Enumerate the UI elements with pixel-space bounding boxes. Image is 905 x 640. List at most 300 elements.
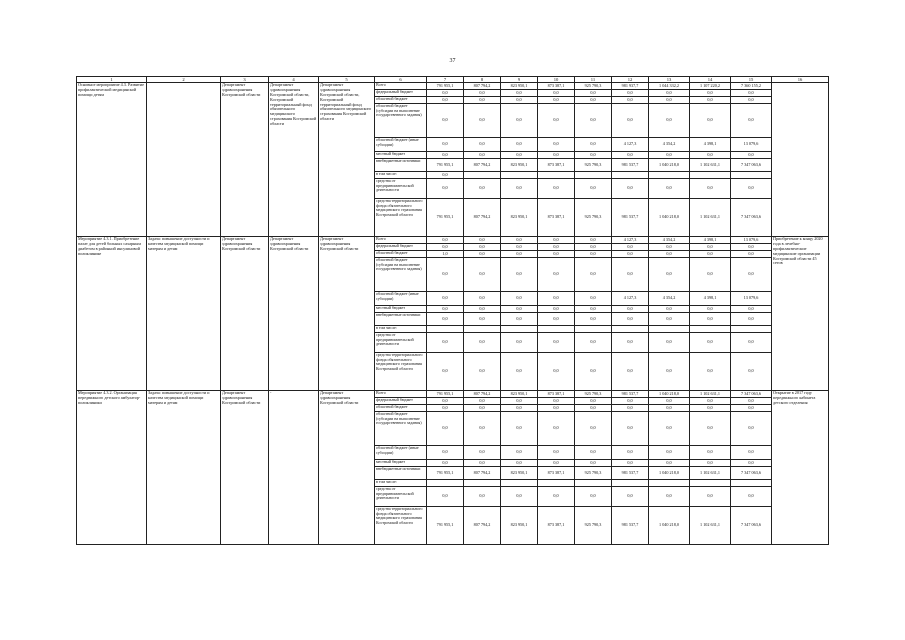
header-cell: 14 — [690, 77, 731, 83]
value-cell: 0,0 — [731, 97, 772, 104]
value-cell: 1,0 — [427, 251, 464, 258]
section-col3: Департамент здравоохранения Костромской области — [221, 391, 269, 545]
value-cell: 0,0 — [690, 306, 731, 313]
value-cell: 0,0 — [649, 412, 690, 446]
value-cell — [464, 172, 501, 179]
section-col1: Мероприятие 4.3.2. Организация передвижного детского амбулатор-поликлиники — [77, 391, 147, 545]
value-cell: 4 398,1 — [690, 292, 731, 306]
value-cell: 981 537,7 — [612, 507, 649, 545]
funding-source: местный бюджет — [375, 460, 427, 467]
header-cell: 3 — [221, 77, 269, 83]
value-cell: 0,0 — [612, 313, 649, 326]
value-cell: 0,0 — [612, 251, 649, 258]
value-cell: 0,0 — [501, 251, 538, 258]
value-cell: 1 044 332,2 — [649, 83, 690, 90]
header-cell: 7 — [427, 77, 464, 83]
value-cell: 0,0 — [612, 353, 649, 391]
value-cell: 0,0 — [649, 90, 690, 97]
value-cell: 0,0 — [427, 97, 464, 104]
value-cell: 0,0 — [649, 251, 690, 258]
value-cell — [501, 172, 538, 179]
value-cell: 823 950,1 — [501, 391, 538, 398]
value-cell: 0,0 — [538, 237, 575, 244]
value-cell: 0,0 — [690, 244, 731, 251]
section-col4: - — [269, 391, 319, 545]
value-cell: 0,0 — [501, 97, 538, 104]
value-cell — [575, 480, 612, 487]
header-cell: 1 — [77, 77, 147, 83]
funding-source: областной бюджет (иные субсидии) — [375, 292, 427, 306]
value-cell: 0,0 — [427, 412, 464, 446]
value-cell: 4 354,2 — [649, 237, 690, 244]
value-cell: 0,0 — [427, 292, 464, 306]
value-cell: 873 387,1 — [538, 83, 575, 90]
value-cell: 0,0 — [427, 138, 464, 152]
value-cell: 0,0 — [575, 138, 612, 152]
value-cell: 0,0 — [612, 446, 649, 460]
value-cell — [690, 326, 731, 333]
section-col2: Задача: повышение доступности и качества медицинской помощи матерям и детям — [147, 391, 221, 545]
header-cell: 12 — [612, 77, 649, 83]
funding-source: областной бюджет — [375, 405, 427, 412]
value-cell: 0,0 — [612, 90, 649, 97]
value-cell: 7 347 063,6 — [731, 507, 772, 545]
value-cell: 0,0 — [501, 460, 538, 467]
value-cell: 925 790,3 — [575, 467, 612, 480]
value-cell: 0,0 — [464, 258, 501, 292]
value-cell: 0,0 — [575, 446, 612, 460]
value-cell: 0,0 — [427, 258, 464, 292]
section-col5: Департамент здравоохранения Костромской области — [319, 391, 375, 545]
value-cell: 0,0 — [538, 244, 575, 251]
value-cell: 981 537,7 — [612, 467, 649, 480]
value-cell: 981 537,7 — [612, 159, 649, 172]
value-cell: 0,0 — [612, 97, 649, 104]
value-cell: 925 790,3 — [575, 507, 612, 545]
value-cell: 0,0 — [731, 412, 772, 446]
value-cell — [538, 172, 575, 179]
value-cell: 0,0 — [690, 398, 731, 405]
value-cell: 0,0 — [575, 412, 612, 446]
budget-table — [76, 76, 829, 545]
section-col3: Департамент здравоохранения Костромской области — [221, 237, 269, 391]
value-cell: 13 079,6 — [731, 292, 772, 306]
value-cell — [464, 326, 501, 333]
value-cell: 0,0 — [538, 313, 575, 326]
value-cell: 0,0 — [501, 258, 538, 292]
value-cell: 823 950,1 — [501, 83, 538, 90]
value-cell — [612, 172, 649, 179]
value-cell — [649, 480, 690, 487]
value-cell: 13 079,6 — [731, 138, 772, 152]
value-cell: 0,0 — [464, 90, 501, 97]
value-cell: 0,0 — [575, 405, 612, 412]
value-cell: 0,0 — [501, 152, 538, 159]
value-cell: 0,0 — [575, 258, 612, 292]
value-cell: 0,0 — [575, 251, 612, 258]
value-cell: 0,0 — [575, 313, 612, 326]
value-cell: 925 790,3 — [575, 83, 612, 90]
value-cell: 0,0 — [690, 333, 731, 353]
value-cell: 0,0 — [464, 405, 501, 412]
value-cell: 0,0 — [464, 446, 501, 460]
funding-source: федеральный бюджет — [375, 398, 427, 405]
value-cell: 0,0 — [427, 460, 464, 467]
funding-source: в том числе: — [375, 326, 427, 333]
value-cell: 0,0 — [731, 487, 772, 507]
value-cell: 0,0 — [731, 251, 772, 258]
section-col4: Департамент здравоохранения Костромской области, Костромской территориальный фонд обязательного медицинского страхования Костромской области — [269, 83, 319, 237]
value-cell: 0,0 — [464, 292, 501, 306]
value-cell: 1 040 218,0 — [649, 507, 690, 545]
value-cell: 0,0 — [464, 398, 501, 405]
value-cell: 0,0 — [538, 104, 575, 138]
value-cell: 791 955,1 — [427, 467, 464, 480]
funding-source: средства от предпринимательской деятельности — [375, 179, 427, 199]
value-cell: 0,0 — [612, 244, 649, 251]
value-cell: 807 794,2 — [464, 83, 501, 90]
value-cell: 0,0 — [538, 258, 575, 292]
value-cell: 1 102 631,1 — [690, 159, 731, 172]
value-cell: 0,0 — [427, 333, 464, 353]
value-cell: 0,0 — [649, 353, 690, 391]
value-cell: 1 040 218,0 — [649, 199, 690, 237]
value-cell: 823 950,1 — [501, 467, 538, 480]
value-cell: 0,0 — [649, 313, 690, 326]
value-cell: 925 790,3 — [575, 391, 612, 398]
value-cell: 13 079,6 — [731, 237, 772, 244]
header-cell: 9 — [501, 77, 538, 83]
section-col4: Департамент здравоохранения Костромской области — [269, 237, 319, 391]
value-cell: 873 387,1 — [538, 507, 575, 545]
header-cell: 15 — [731, 77, 772, 83]
value-cell: 0,0 — [427, 405, 464, 412]
value-cell: 0,0 — [464, 97, 501, 104]
value-cell: 0,0 — [612, 460, 649, 467]
value-cell: 0,0 — [427, 237, 464, 244]
value-cell: 0,0 — [427, 487, 464, 507]
value-cell: 7 347 063,6 — [731, 159, 772, 172]
value-cell: 0,0 — [649, 244, 690, 251]
value-cell: 791 955,1 — [427, 199, 464, 237]
funding-source: в том числе: — [375, 480, 427, 487]
value-cell: 0,0 — [501, 90, 538, 97]
value-cell: 0,0 — [649, 460, 690, 467]
value-cell: 0,0 — [538, 306, 575, 313]
value-cell: 0,0 — [538, 179, 575, 199]
funding-source: областной бюджет — [375, 251, 427, 258]
value-cell: 925 790,3 — [575, 199, 612, 237]
value-cell: 4 127,3 — [612, 292, 649, 306]
value-cell: 0,0 — [731, 179, 772, 199]
funding-source: местный бюджет — [375, 152, 427, 159]
value-cell — [612, 326, 649, 333]
section-col3: Департамент здравоохранения Костромской области — [221, 83, 269, 237]
value-cell: 0,0 — [538, 97, 575, 104]
value-cell: 791 955,1 — [427, 159, 464, 172]
value-cell: 0,0 — [538, 405, 575, 412]
value-cell: 4 354,2 — [649, 292, 690, 306]
funding-source: внебюджетные источники — [375, 159, 427, 172]
section-col2: Задача: повышение доступности и качества медицинской помощи матерям и детям — [147, 237, 221, 391]
value-cell: 0,0 — [731, 152, 772, 159]
value-cell: 0,0 — [575, 333, 612, 353]
value-cell: 0,0 — [690, 353, 731, 391]
value-cell: 1 040 218,0 — [649, 467, 690, 480]
header-cell: 10 — [538, 77, 575, 83]
section-col16: Открытие в 2017 году передвижного кабинета детского отделения — [772, 391, 829, 545]
value-cell: 0,0 — [501, 244, 538, 251]
value-cell: 0,0 — [501, 333, 538, 353]
value-cell: 0,0 — [649, 405, 690, 412]
value-cell: 0,0 — [501, 412, 538, 446]
funding-source: областной бюджет (субсидии на выполнение государственного задания) — [375, 104, 427, 138]
value-cell: 0,0 — [649, 306, 690, 313]
value-cell: 0,0 — [575, 179, 612, 199]
value-cell: 0,0 — [501, 353, 538, 391]
value-cell: 0,0 — [575, 90, 612, 97]
section-col1: Мероприятие 4.3.1. Приобретение палат для детей больных сахарным диабетом в районной инсулиновой поликлинике — [77, 237, 147, 391]
value-cell: 7 347 063,6 — [731, 391, 772, 398]
value-cell — [690, 480, 731, 487]
value-cell: 0,0 — [427, 446, 464, 460]
value-cell: 4 354,2 — [649, 138, 690, 152]
funding-source: областной бюджет (иные субсидии) — [375, 138, 427, 152]
value-cell — [575, 326, 612, 333]
value-cell: 0,0 — [427, 152, 464, 159]
value-cell: 807 794,2 — [464, 159, 501, 172]
funding-source: средства от предпринимательской деятельности — [375, 487, 427, 507]
value-cell: 0,0 — [464, 152, 501, 159]
value-cell — [427, 480, 464, 487]
value-cell: 0,0 — [427, 313, 464, 326]
value-cell: 0,0 — [731, 258, 772, 292]
section-col5: Департамент здравоохранения Костромской области, Костромской территориальный фонд обязательного медицинского страхования Костромской области — [319, 83, 375, 237]
value-cell: 0,0 — [612, 306, 649, 313]
value-cell: 0,0 — [731, 244, 772, 251]
value-cell: 0,0 — [690, 97, 731, 104]
value-cell: 0,0 — [649, 333, 690, 353]
value-cell — [575, 172, 612, 179]
section-col2 — [147, 83, 221, 237]
funding-source: средства территориального фонда обязательного медицинского страхования Костромской области — [375, 199, 427, 237]
value-cell: 0,0 — [575, 104, 612, 138]
funding-source: областной бюджет (иные субсидии) — [375, 446, 427, 460]
value-cell: 0,0 — [538, 460, 575, 467]
value-cell: 4 127,3 — [612, 237, 649, 244]
header-cell: 6 — [375, 77, 427, 83]
value-cell: 807 794,2 — [464, 199, 501, 237]
value-cell — [690, 172, 731, 179]
value-cell: 0,0 — [690, 313, 731, 326]
value-cell: 0,0 — [538, 398, 575, 405]
value-cell: 0,0 — [690, 179, 731, 199]
value-cell: 0,0 — [575, 353, 612, 391]
value-cell: 0,0 — [690, 446, 731, 460]
value-cell: 0,0 — [731, 353, 772, 391]
funding-source: областной бюджет (субсидии на выполнение государственного задания) — [375, 258, 427, 292]
value-cell: 0,0 — [690, 90, 731, 97]
value-cell: 0,0 — [464, 333, 501, 353]
funding-source: внебюджетные источники — [375, 313, 427, 326]
value-cell — [427, 326, 464, 333]
value-cell: 0,0 — [464, 237, 501, 244]
value-cell: 0,0 — [649, 398, 690, 405]
value-cell: 873 387,1 — [538, 159, 575, 172]
value-cell: 0,0 — [427, 172, 464, 179]
value-cell: 0,0 — [538, 138, 575, 152]
value-cell: 0,0 — [690, 487, 731, 507]
value-cell: 0,0 — [464, 244, 501, 251]
header-cell: 16 — [772, 77, 829, 83]
value-cell: 1 102 631,1 — [690, 467, 731, 480]
value-cell: 0,0 — [538, 353, 575, 391]
value-cell: 0,0 — [690, 258, 731, 292]
value-cell: 0,0 — [575, 398, 612, 405]
value-cell — [501, 480, 538, 487]
funding-source: Всего — [375, 83, 427, 90]
value-cell: 0,0 — [612, 405, 649, 412]
value-cell: 0,0 — [649, 104, 690, 138]
header-cell: 11 — [575, 77, 612, 83]
value-cell: 0,0 — [427, 179, 464, 199]
value-cell: 0,0 — [731, 333, 772, 353]
value-cell: 823 950,1 — [501, 199, 538, 237]
section-col1: Основное мероприятие 4.3. Развитие профилактической медицинской помощи детям — [77, 83, 147, 237]
value-cell: 0,0 — [649, 97, 690, 104]
value-cell: 0,0 — [427, 244, 464, 251]
value-cell — [731, 480, 772, 487]
value-cell: 0,0 — [690, 251, 731, 258]
section-col16 — [772, 83, 829, 237]
value-cell: 0,0 — [575, 152, 612, 159]
value-cell: 1 102 631,1 — [690, 391, 731, 398]
value-cell: 807 794,2 — [464, 467, 501, 480]
value-cell: 0,0 — [538, 90, 575, 97]
value-cell: 0,0 — [464, 251, 501, 258]
value-cell: 0,0 — [538, 333, 575, 353]
value-cell: 873 387,1 — [538, 467, 575, 480]
value-cell: 0,0 — [501, 292, 538, 306]
value-cell: 0,0 — [538, 487, 575, 507]
table-row — [77, 391, 829, 398]
value-cell: 807 794,2 — [464, 391, 501, 398]
value-cell: 0,0 — [464, 487, 501, 507]
value-cell: 823 950,1 — [501, 507, 538, 545]
funding-source: федеральный бюджет — [375, 90, 427, 97]
value-cell: 0,0 — [731, 313, 772, 326]
value-cell: 0,0 — [731, 306, 772, 313]
funding-source: местный бюджет — [375, 306, 427, 313]
value-cell: 0,0 — [649, 446, 690, 460]
value-cell: 1 102 631,1 — [690, 507, 731, 545]
value-cell — [649, 326, 690, 333]
value-cell: 873 387,1 — [538, 391, 575, 398]
value-cell: 0,0 — [464, 313, 501, 326]
value-cell: 0,0 — [575, 244, 612, 251]
value-cell: 0,0 — [612, 333, 649, 353]
value-cell: 0,0 — [464, 353, 501, 391]
value-cell: 0,0 — [690, 412, 731, 446]
value-cell: 0,0 — [575, 97, 612, 104]
funding-source: областной бюджет (субсидии на выполнение государственного задания) — [375, 412, 427, 446]
value-cell: 823 950,1 — [501, 159, 538, 172]
value-cell: 0,0 — [731, 398, 772, 405]
value-cell: 0,0 — [690, 405, 731, 412]
value-cell: 925 790,3 — [575, 159, 612, 172]
value-cell: 0,0 — [612, 412, 649, 446]
header-cell: 5 — [319, 77, 375, 83]
value-cell: 0,0 — [690, 460, 731, 467]
value-cell: 981 937,7 — [612, 83, 649, 90]
value-cell: 0,0 — [575, 237, 612, 244]
value-cell: 1 102 631,1 — [690, 199, 731, 237]
value-cell: 1 040 218,0 — [649, 391, 690, 398]
value-cell: 0,0 — [464, 179, 501, 199]
value-cell: 0,0 — [427, 104, 464, 138]
value-cell — [501, 326, 538, 333]
value-cell: 7 360 155,2 — [731, 83, 772, 90]
value-cell: 0,0 — [649, 258, 690, 292]
value-cell: 0,0 — [649, 179, 690, 199]
funding-source: в том числе: — [375, 172, 427, 179]
value-cell — [538, 480, 575, 487]
value-cell: 0,0 — [464, 460, 501, 467]
value-cell: 0,0 — [538, 412, 575, 446]
value-cell: 0,0 — [612, 152, 649, 159]
funding-source: внебюджетные источники — [375, 467, 427, 480]
value-cell: 0,0 — [690, 104, 731, 138]
table-row — [77, 237, 829, 244]
value-cell: 0,0 — [501, 104, 538, 138]
funding-source: средства от предпринимательской деятельности — [375, 333, 427, 353]
value-cell: 0,0 — [612, 258, 649, 292]
value-cell: 0,0 — [612, 487, 649, 507]
value-cell — [649, 172, 690, 179]
section-col16: Приобретение к концу 2020 года в лечебно-профилактические медицинские организации Костромской области 45 сетов — [772, 237, 829, 391]
value-cell: 0,0 — [649, 152, 690, 159]
funding-source: средства территориального фонда обязательного медицинского страхования Костромской области — [375, 507, 427, 545]
value-cell: 4 398,1 — [690, 237, 731, 244]
value-cell: 0,0 — [649, 487, 690, 507]
funding-source: федеральный бюджет — [375, 244, 427, 251]
table-row — [77, 83, 829, 90]
value-cell: 0,0 — [427, 398, 464, 405]
value-cell: 981 537,7 — [612, 391, 649, 398]
funding-source: Всего — [375, 237, 427, 244]
value-cell: 0,0 — [501, 405, 538, 412]
value-cell: 0,0 — [501, 306, 538, 313]
value-cell: 0,0 — [501, 398, 538, 405]
value-cell: 0,0 — [538, 152, 575, 159]
value-cell: 0,0 — [575, 292, 612, 306]
header-cell: 13 — [649, 77, 690, 83]
value-cell: 0,0 — [731, 90, 772, 97]
value-cell: 1 040 218,0 — [649, 159, 690, 172]
value-cell: 0,0 — [612, 104, 649, 138]
value-cell: 4 398,1 — [690, 138, 731, 152]
value-cell: 0,0 — [612, 398, 649, 405]
value-cell: 807 794,2 — [464, 507, 501, 545]
value-cell: 0,0 — [501, 138, 538, 152]
value-cell: 791 955,1 — [427, 391, 464, 398]
value-cell: 0,0 — [690, 152, 731, 159]
value-cell: 0,0 — [501, 313, 538, 326]
funding-source: средства территориального фонда обязательного медицинского страхования Костромской области — [375, 353, 427, 391]
value-cell: 0,0 — [501, 446, 538, 460]
value-cell: 0,0 — [501, 237, 538, 244]
page-number: 37 — [449, 58, 456, 64]
